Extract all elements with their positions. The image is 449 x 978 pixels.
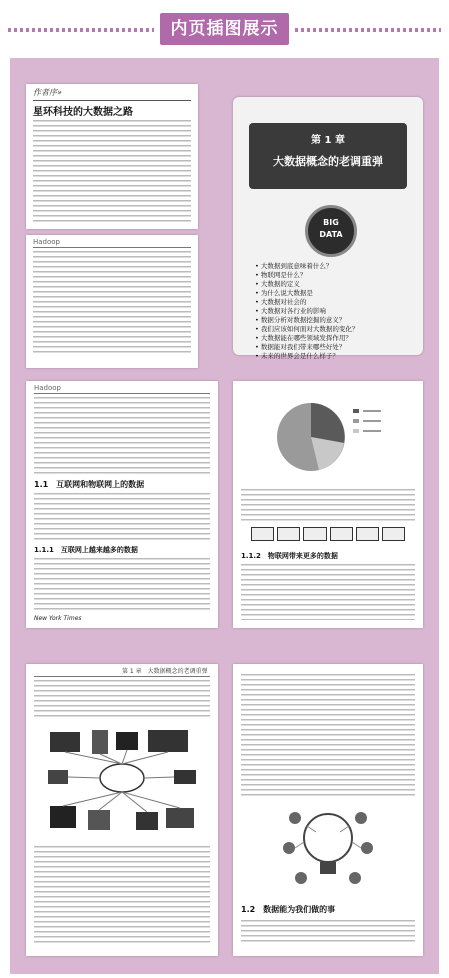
subsection-heading: 1.1.2 物联网带来更多的数据 <box>241 552 338 560</box>
text-block <box>241 564 415 620</box>
text-block <box>34 846 210 944</box>
pie-chart-figure <box>271 395 383 479</box>
devices-illustration <box>44 726 200 836</box>
divider <box>33 100 191 101</box>
lightbulb-illustration <box>281 802 375 892</box>
preface-text-block <box>33 251 191 356</box>
page-preface-bottom <box>26 235 198 368</box>
preface-tag: 作者序» <box>33 88 62 97</box>
banner-title: 内页插图展示 <box>160 13 289 45</box>
big-data-badge-icon <box>305 205 357 257</box>
question-item: • 为什么说大数据是 <box>255 289 313 297</box>
text-block <box>34 397 210 475</box>
question-item: • 大数据对各行业的影响 <box>255 307 326 315</box>
text-block <box>34 680 210 720</box>
page-chapter-opener <box>233 97 423 360</box>
question-item: • 物联网是什么？ <box>255 271 307 279</box>
divider <box>34 676 210 677</box>
chapter-title: 大数据概念的老调重弹 <box>273 155 383 168</box>
text-block <box>34 558 210 613</box>
chapter-banner <box>249 123 407 189</box>
question-item: • 大数据能在哪些领域发挥作用？ <box>255 334 352 342</box>
banner-stripes-right <box>295 28 441 32</box>
banner <box>0 0 449 58</box>
preface-heading: 星环科技的大数据之路 <box>33 107 133 118</box>
quote-source: New York Times <box>34 615 82 622</box>
chapter-number: 第 1 章 <box>311 135 345 146</box>
section-heading: 1.2 数据能为我们做的事 <box>241 905 336 914</box>
cloud-devices-icon <box>44 726 200 836</box>
page-section-1-2 <box>233 664 423 956</box>
section-heading: 1.1 互联网和物联网上的数据 <box>34 480 145 489</box>
lightbulb-icon <box>281 802 375 892</box>
page-section-1-1 <box>26 381 218 628</box>
text-block <box>241 674 415 796</box>
divider <box>33 247 191 248</box>
question-item: • 大数据到底意味着什么？ <box>255 262 333 270</box>
running-header: 第 1 章 大数据概念的老调重弹 <box>122 668 208 675</box>
question-item: • 我们应该如何面对大数据的变化？ <box>255 325 359 333</box>
pie-chart-icon <box>271 395 383 479</box>
running-header: Hadoop <box>34 384 62 392</box>
question-item: • 数据分析对数据挖掘的意义？ <box>255 316 346 324</box>
subsection-heading: 1.1.1 互联网上越来越多的数据 <box>34 546 138 554</box>
question-item: • 大数据对社会的 <box>255 298 307 306</box>
preface-text-block <box>33 120 191 222</box>
question-item: • 大数据的定义 <box>255 280 300 288</box>
question-item: • 未来的世界会是什么样子？ <box>255 352 339 360</box>
page-preface-top <box>26 84 198 229</box>
text-block <box>241 920 415 942</box>
badge-text-top: BIG <box>323 218 339 227</box>
question-item: • 数据能对我们带来哪些好处？ <box>255 343 346 351</box>
banner-stripes-left <box>8 28 154 32</box>
text-block <box>241 489 415 521</box>
page-iot-devices <box>26 664 218 956</box>
page-section-1-1-2 <box>233 381 423 628</box>
running-header: Hadoop <box>33 238 61 246</box>
text-block <box>34 493 210 541</box>
process-diagram <box>251 527 405 541</box>
badge-text-bottom: DATA <box>319 230 343 239</box>
divider <box>34 393 210 394</box>
